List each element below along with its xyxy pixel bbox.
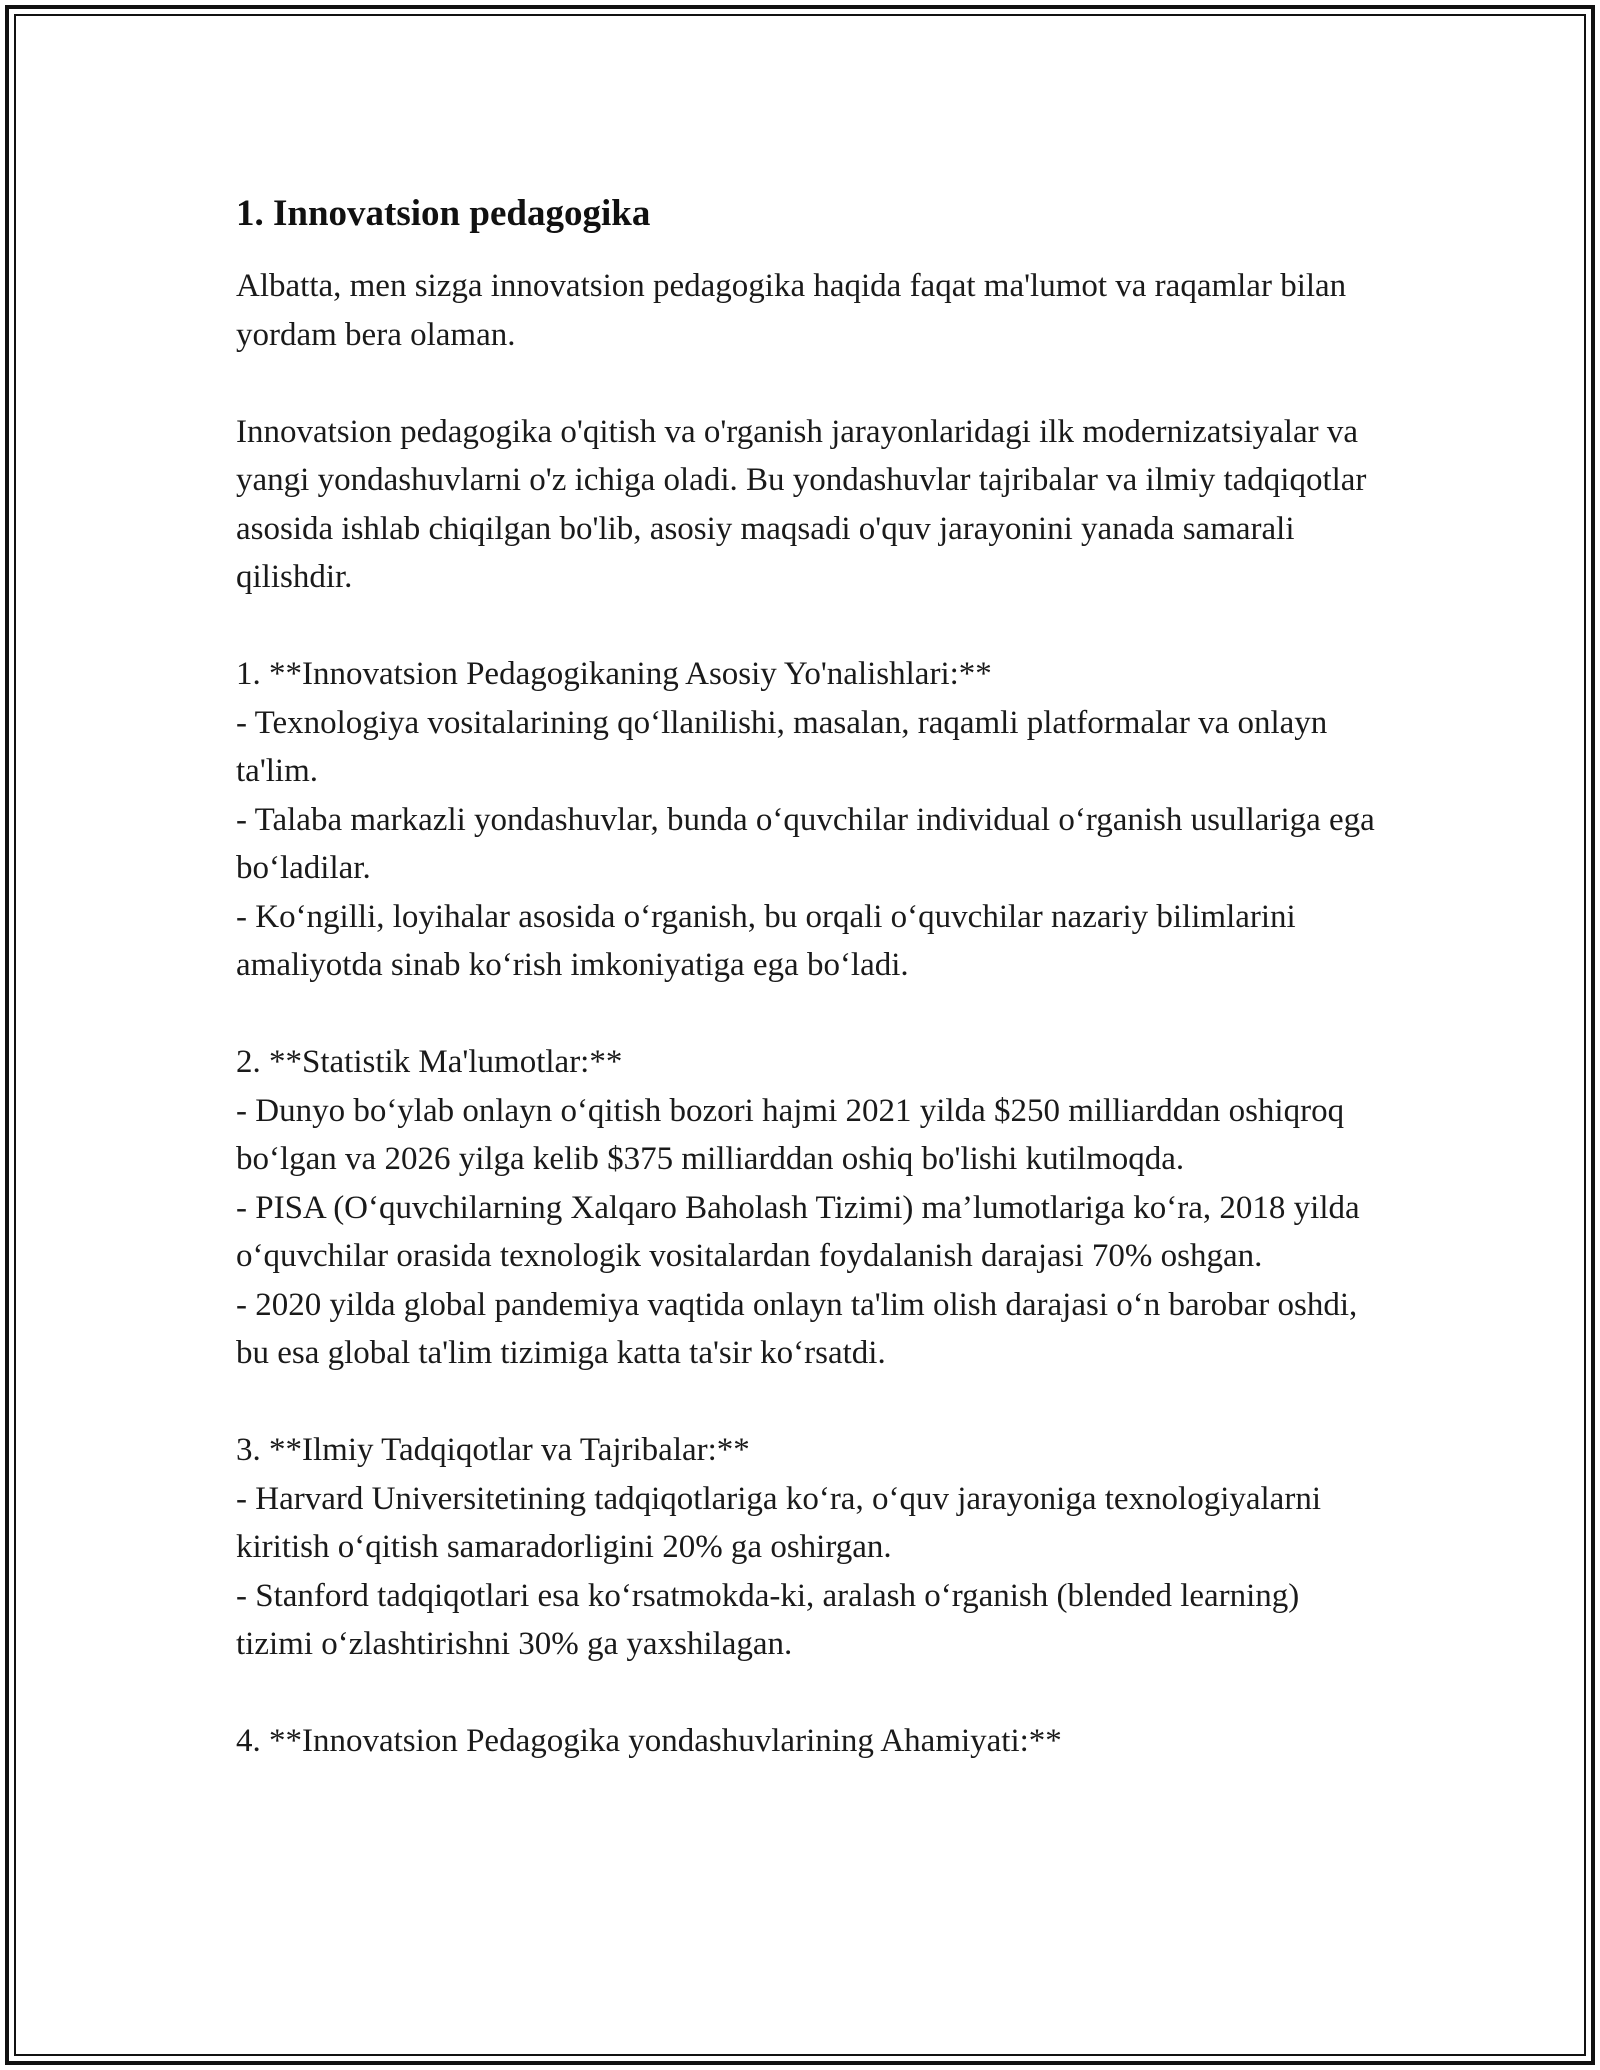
body-text: Albatta, men sizga innovatsion pedagogika haqida faqat ma'lumot va raqamlar bilan yordam bera olaman. Innovatsion pedagogika o'qitish va o'rganish jarayonlaridagi ilk modernizatsiyalar va yangi yondashuvlarni o'z ichiga oladi. Bu yondashuvlar tajribalar va ilmiy tadqiqotlar asosida ishlab chiqilgan bo'lib, asosiy maqsadi o'quv jarayonini yanada samarali qilishdir. 1. **Innovatsion Pedagogikaning Asosiy Yo'nalishlari:** - Texnologiya vositalarining qo‘llanilishi, masalan, raqamli platformalar va onlayn ta'lim. - Talaba markazli yondashuvlar, bunda o‘quvchilar individual o‘rganish usullariga ega bo‘ladilar. - Ko‘ngilli, loyihalar asosida o‘rganish, bu orqali o‘quvchilar nazariy bilimlarini amaliyotda sinab ko‘rish imkoniyatiga ega bo‘ladi. 2. **Statistik Ma'lumotlar:** - Dunyo bo‘ylab onlayn o‘qitish bozori hajmi 2021 yilda $250 milliarddan oshiqroq bo‘lgan va 2026 yilga kelib $375 milliarddan oshiq bo'lishi kutilmoqda. - PISA (O‘quvchilarning Xalqaro Baholash Tizimi) ma’lumotlariga ko‘ra, 2018 yilda o‘quvchilar orasida texnologik vositalardan foydalanish darajasi 70% oshgan. - 2020 yilda global pandemiya vaqtida onlayn ta'lim olish darajasi o‘n barobar oshdi, bu esa global ta'lim tizimiga katta ta'sir ko‘rsatdi. 3. **Ilmiy Tadqiqotlar va Tajribalar:** - Harvard Universitetining tadqiqotlariga ko‘ra, o‘quv jarayoniga texnologiyalarni kiritish o‘qitish samaradorligini 20% ga oshirgan. - Stanford tadqiqotlari esa ko‘rsatmokda-ki, aralash o‘rganish (blended learning) tizimi o‘zlashtirishni 30% ga yaxshilagan. 4. **Innovatsion Pedagogika yondashuvlarining Ahamiyati:** [236, 268, 1375, 1759]
document-title: 1. Innovatsion pedagogika [236, 193, 651, 234]
document-body [236, 190, 1376, 1766]
